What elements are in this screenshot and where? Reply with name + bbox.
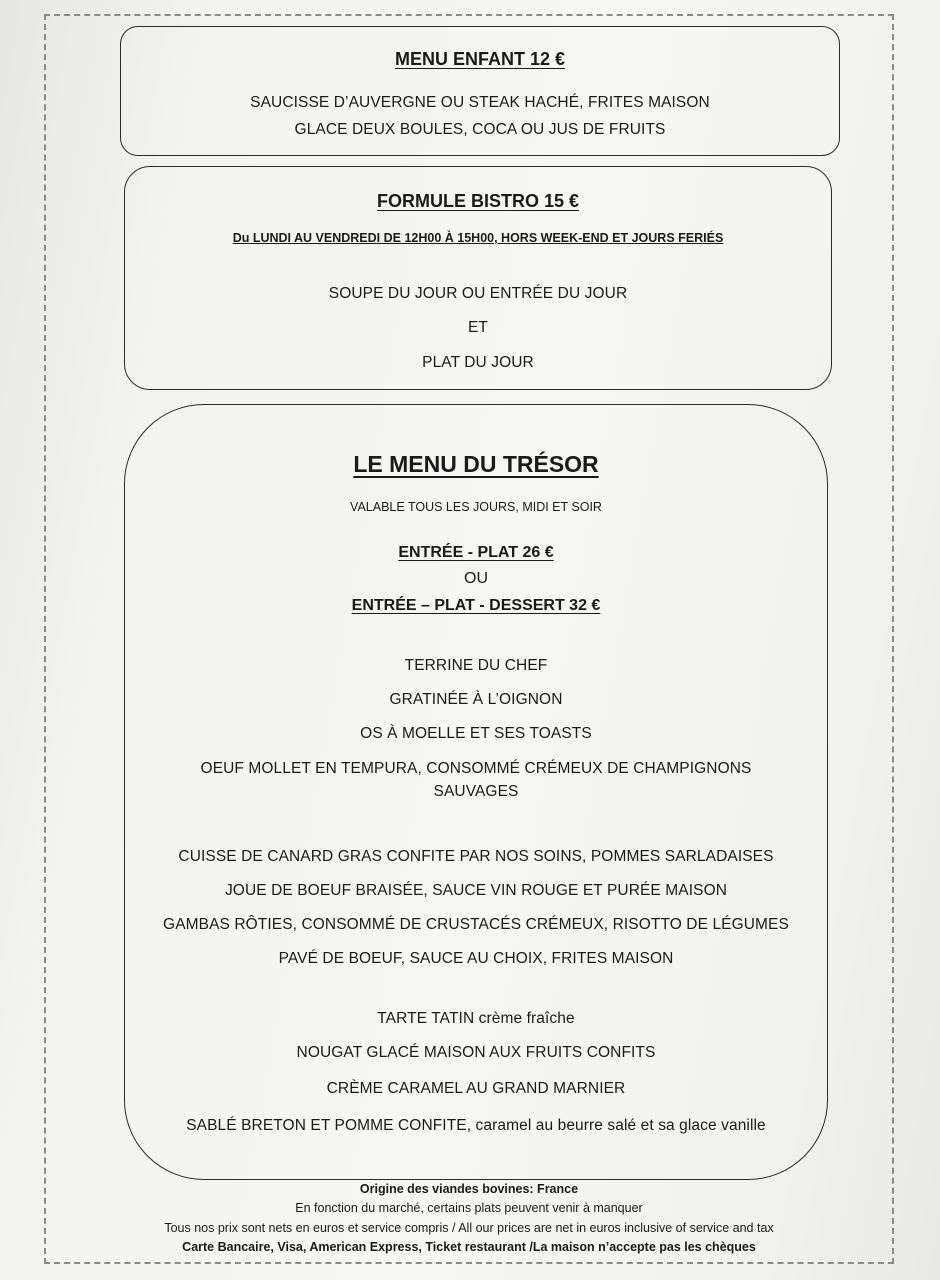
dessert-item: TARTE TATIN crème fraîche xyxy=(377,1010,575,1027)
formule-bistro-line: PLAT DU JOUR xyxy=(422,354,534,371)
formule-bistro-line: SOUPE DU JOUR OU ENTRÉE DU JOUR xyxy=(328,285,628,302)
footer-origin: Origine des viandes bovines: France xyxy=(359,1182,579,1196)
menu-enfant-line: SAUCISSE D’AUVERGNE OU STEAK HACHÉ, FRITES MAISON xyxy=(250,94,710,111)
menu-enfant-line: GLACE DEUX BOULES, COCA OU JUS DE FRUITS xyxy=(294,121,666,138)
price-option-entree-plat: ENTRÉE - PLAT 26 € xyxy=(398,544,554,561)
footer-market-note: En fonction du marché, certains plats peuvent venir à manquer xyxy=(295,1201,643,1215)
plat-item: CUISSE DE CANARD GRAS CONFITE PAR NOS SOINS, POMMES SARLADAISES xyxy=(178,848,774,865)
formule-bistro-schedule: Du LUNDI AU VENDREDI DE 12H00 À 15H00, HORS WEEK-END ET JOURS FERIÉS xyxy=(232,231,724,245)
menu-enfant-title: MENU ENFANT 12 € xyxy=(394,49,566,69)
entree-item: GRATINÉE À L’OIGNON xyxy=(389,691,563,708)
plat-item: JOUE DE BOEUF BRAISÉE, SAUCE VIN ROUGE ET PURÉE MAISON xyxy=(224,882,728,899)
dessert-item: CRÈME CARAMEL AU GRAND MARNIER xyxy=(326,1080,626,1097)
dessert-item: NOUGAT GLACÉ MAISON AUX FRUITS CONFITS xyxy=(296,1044,656,1061)
formule-bistro-title: FORMULE BISTRO 15 € xyxy=(376,191,580,211)
entree-item: TERRINE DU CHEF xyxy=(404,657,548,674)
plat-item: GAMBAS RÔTIES, CONSOMMÉ DE CRUSTACÉS CRÉMEUX, RISOTTO DE LÉGUMES xyxy=(163,916,789,933)
plat-item: PAVÉ DE BOEUF, SAUCE AU CHOIX, FRITES MAISON xyxy=(278,950,674,967)
menu-tresor-validity: VALABLE TOUS LES JOURS, MIDI ET SOIR xyxy=(350,500,602,514)
dessert-item: SABLÉ BRETON ET POMME CONFITE, caramel au beurre salé et sa glace vanille xyxy=(186,1117,766,1134)
or-word: OU xyxy=(464,570,488,587)
formule-bistro-box xyxy=(124,166,832,390)
menu-tresor-title: LE MENU DU TRÉSOR xyxy=(353,451,599,477)
formule-bistro-line: ET xyxy=(467,319,488,336)
entree-item: OEUF MOLLET EN TEMPURA, CONSOMMÉ CRÉMEUX DE CHAMPIGNONS SAUVAGES xyxy=(200,760,752,800)
menu-tresor-box xyxy=(124,404,828,1180)
footer-prices-note: Tous nos prix sont nets en euros et service compris / All our prices are net in euros inclusive of service and tax xyxy=(164,1221,774,1235)
entree-item: OS À MOELLE ET SES TOASTS xyxy=(360,725,592,742)
menu-enfant-box xyxy=(120,26,840,156)
footer-payment: Carte Bancaire, Visa, American Express, Ticket restaurant /La maison n’accepte pas les chèques xyxy=(182,1240,756,1254)
price-option-entree-plat-dessert: ENTRÉE – PLAT - DESSERT 32 € xyxy=(351,597,601,614)
